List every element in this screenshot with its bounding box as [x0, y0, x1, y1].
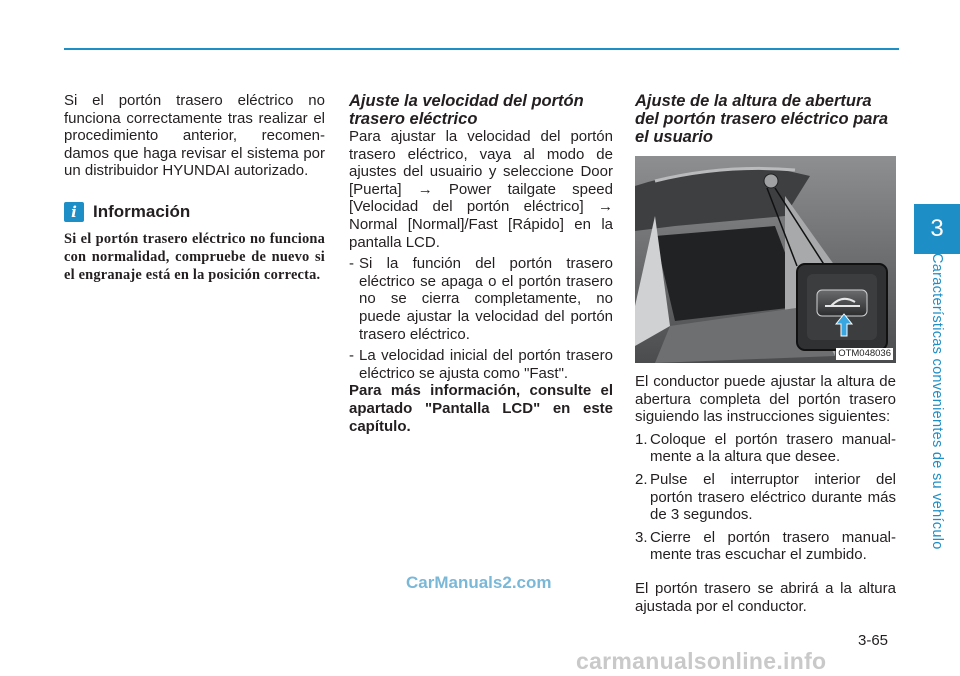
step-item: [635, 431, 896, 466]
step-text: Coloque el portón trasero manual-mente a la altura que desee.: [650, 430, 896, 466]
page-number: 3-65: [858, 632, 889, 649]
intro-paragraph: Si el portón trasero eléctrico no funciona correctamente tras realizar el procedimiento anterior, recomen-damos que haga revisar el sistema por un distribuidor HYUNDAI autorizado.: [64, 92, 325, 180]
tailgate-switch-photo: [635, 156, 896, 363]
tailgate-illustration: [635, 156, 896, 363]
list-marker: -: [349, 255, 354, 273]
height-section-title: Ajuste de la altura de abertura del portón trasero eléctrico para el usuario: [635, 92, 889, 146]
step-number: 2.: [635, 470, 648, 488]
image-code: OTM048036: [838, 348, 891, 359]
info-icon: i: [64, 202, 84, 222]
height-body: El conductor puede ajustar la altura de abertura completa del portón trasero siguiendo las instrucciones siguientes:: [635, 373, 896, 426]
column-1: [64, 92, 325, 284]
info-title: Información: [93, 202, 191, 222]
step-number: 1.: [635, 430, 648, 448]
speed-section-title: Ajuste la velocidad del portón trasero eléctrico: [349, 92, 584, 128]
list-item-text: La velocidad inicial del portón trasero eléctrico se ajusta como "Fast".: [359, 347, 613, 382]
column-2: [349, 92, 613, 435]
list-item-text: Si la función del portón trasero eléctrico se apaga o el portón trasero no se cierra completamente, no puede ajustar la velocidad del portón trasero eléctrico.: [359, 255, 613, 343]
closing-paragraph: El portón trasero se abrirá a la altura ajustada por el conductor.: [635, 579, 896, 615]
step-item: [635, 471, 896, 524]
step-item: [635, 529, 896, 564]
speed-body: Para ajustar la velocidad del portón trasero eléctrico, vaya al modo de ajustes del usuairio y seleccione Door [Puerta] → Power tailgate speed [Velocidad del portón eléctrico] → Normal [Normal]/Fast [Rápido] en la pantalla LCD.: [349, 128, 613, 251]
list-marker: -: [349, 347, 354, 365]
step-text: Pulse el interruptor interior del portón trasero eléctrico durante más de 3 segundos.: [650, 470, 896, 524]
info-heading: [64, 202, 325, 222]
chapter-title: Características convenientes de su vehículo: [929, 253, 945, 550]
list-item: [349, 255, 613, 343]
info-text: Si el portón trasero eléctrico no funciona con normalidad, compruebe de nuevo si el engranaje está en la posición correcta.: [64, 230, 325, 283]
list-item: [349, 347, 613, 382]
lcd-reference-note: Para más información, consulte el apartado "Pantalla LCD" en este capítulo.: [349, 382, 613, 435]
column-3: [635, 92, 896, 615]
step-text: Cierre el portón trasero manual-mente tras escuchar el zumbido.: [650, 528, 896, 564]
watermark-bottom: carmanualsonline.info: [576, 648, 827, 674]
header-rule: [64, 48, 899, 50]
watermark-top: CarManuals2.com: [406, 573, 552, 592]
step-number: 3.: [635, 528, 648, 546]
chapter-tab: 3: [914, 204, 960, 254]
